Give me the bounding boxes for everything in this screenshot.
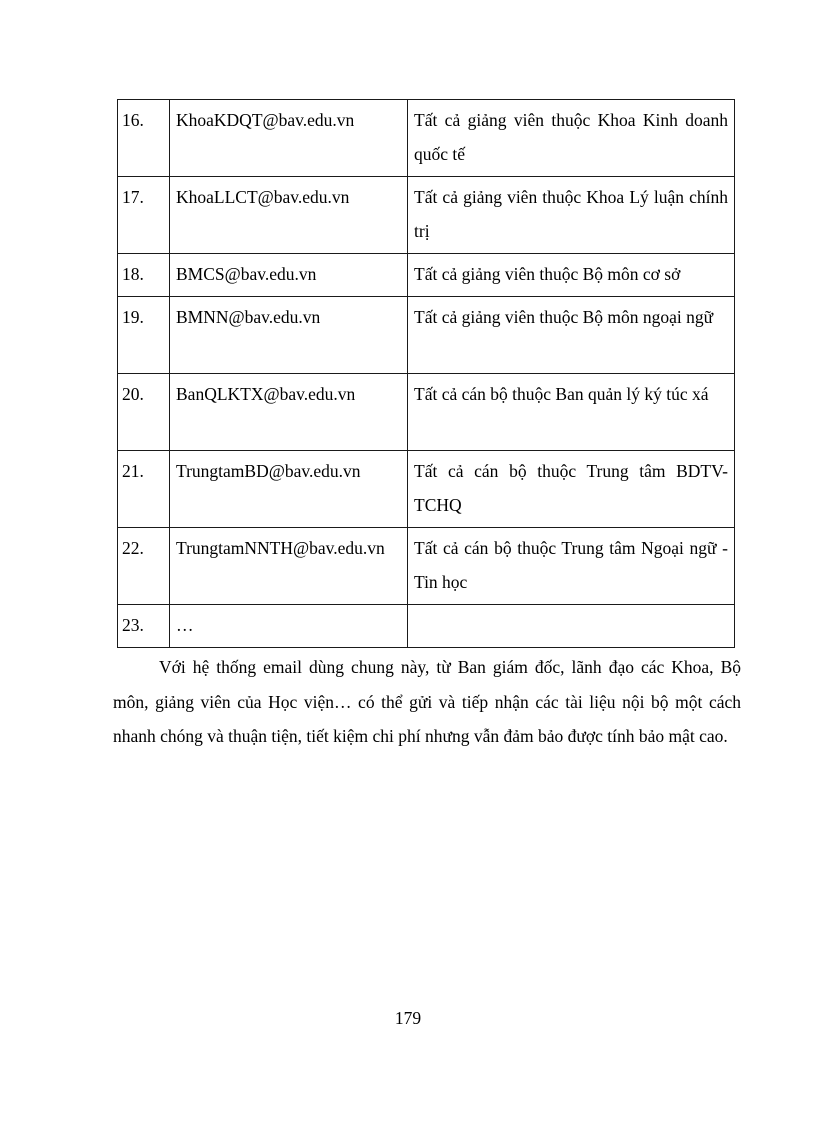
email-address: KhoaKDQT@bav.edu.vn	[170, 100, 408, 177]
table-row	[118, 254, 735, 297]
row-number: 18.	[118, 254, 170, 297]
row-number: 20.	[118, 374, 170, 451]
table-row	[118, 177, 735, 254]
email-address: BMNN@bav.edu.vn	[170, 297, 408, 374]
email-address: BMCS@bav.edu.vn	[170, 254, 408, 297]
email-address: KhoaLLCT@bav.edu.vn	[170, 177, 408, 254]
email-address: …	[170, 605, 408, 648]
table-row	[118, 297, 735, 374]
row-description: Tất cả cán bộ thuộc Trung tâm Ngoại ngữ - Tin học	[408, 528, 735, 605]
row-number: 22.	[118, 528, 170, 605]
page-number: 179	[394, 1008, 422, 1028]
email-list-table	[117, 99, 735, 648]
row-description: Tất cả giảng viên thuộc Bộ môn cơ sở	[408, 254, 735, 297]
table-row	[118, 528, 735, 605]
row-description: Tất cả giảng viên thuộc Khoa Lý luận chính trị	[408, 177, 735, 254]
row-description: Tất cả cán bộ thuộc Ban quản lý ký túc xá	[408, 374, 735, 451]
row-number: 16.	[118, 100, 170, 177]
email-address: TrungtamNNTH@bav.edu.vn	[170, 528, 408, 605]
table-row	[118, 605, 735, 648]
row-description	[408, 605, 735, 648]
row-number: 19.	[118, 297, 170, 374]
row-number: 21.	[118, 451, 170, 528]
row-number: 17.	[118, 177, 170, 254]
row-description: Tất cả giảng viên thuộc Khoa Kinh doanh quốc tế	[408, 100, 735, 177]
table-row	[118, 451, 735, 528]
row-number: 23.	[118, 605, 170, 648]
row-description: Tất cả giảng viên thuộc Bộ môn ngoại ngữ	[408, 297, 735, 374]
row-description: Tất cả cán bộ thuộc Trung tâm BDTV-TCHQ	[408, 451, 735, 528]
body-paragraph: Với hệ thống email dùng chung này, từ Ban giám đốc, lãnh đạo các Khoa, Bộ môn, giảng viên của Học viện… có thể gửi và tiếp nhận các tài liệu nội bộ một cách nhanh chóng và thuận tiện, tiết kiệm chi phí nhưng vẫn đảm bảo được tính bảo mật cao.	[113, 657, 741, 746]
table-row	[118, 100, 735, 177]
email-address: BanQLKTX@bav.edu.vn	[170, 374, 408, 451]
table-row	[118, 374, 735, 451]
email-address: TrungtamBD@bav.edu.vn	[170, 451, 408, 528]
